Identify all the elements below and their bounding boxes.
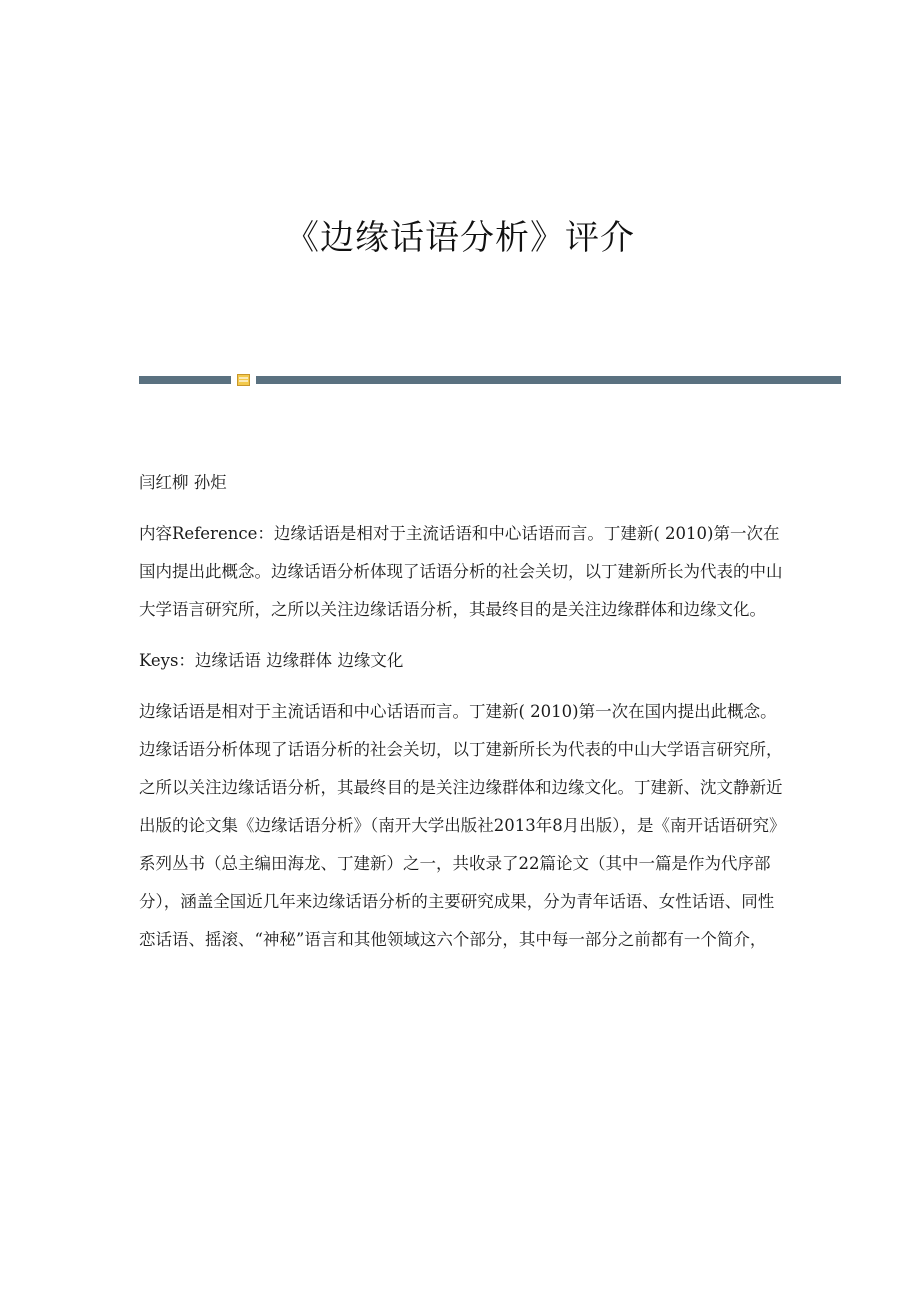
divider-bar-right [256, 376, 841, 384]
document-title: 《边缘话语分析》评介 [285, 218, 635, 258]
body-paragraph: 边缘话语是相对于主流话语和中心话语而言。丁建新( 2010)第一次在国内提出此概念。边缘话语分析体现了话语分析的社会关切，以丁建新所长为代表的中山大学语言研究所，之所以关注边缘话语分析，其最终目的是关注边缘群体和边缘文化。丁建新、沈文静新近出版的论文集《边缘话语分析》（南开大学出版社2013年8月出版），是《南开话语研究》系列丛书（总主编田海龙、丁建新）之一，共收录了22篇论文（其中一篇是作为代序部分），涵盖全国近几年来边缘话语分析的主要研究成果，分为青年话语、女性话语、同性恋话语、摇滚、“神秘”语言和其他领域这六个部分，其中每一部分之前都有一个简介， [139, 702, 783, 949]
title-divider [139, 373, 841, 387]
keywords-line: Keys：边缘话语 边缘群体 边缘文化 [139, 651, 404, 670]
envelope-ornament-icon [237, 374, 250, 386]
divider-bar-left [139, 376, 231, 384]
abstract-paragraph: 内容Reference：边缘话语是相对于主流话语和中心话语而言。丁建新( 2010)第一次在国内提出此概念。边缘话语分析体现了话语分析的社会关切，以丁建新所长为代表的中山大学语言研究所，之所以关注边缘话语分析，其最终目的是关注边缘群体和边缘文化。 [139, 524, 783, 619]
authors-line: 闫红柳 孙炬 [139, 473, 227, 492]
document-body [139, 464, 784, 972]
